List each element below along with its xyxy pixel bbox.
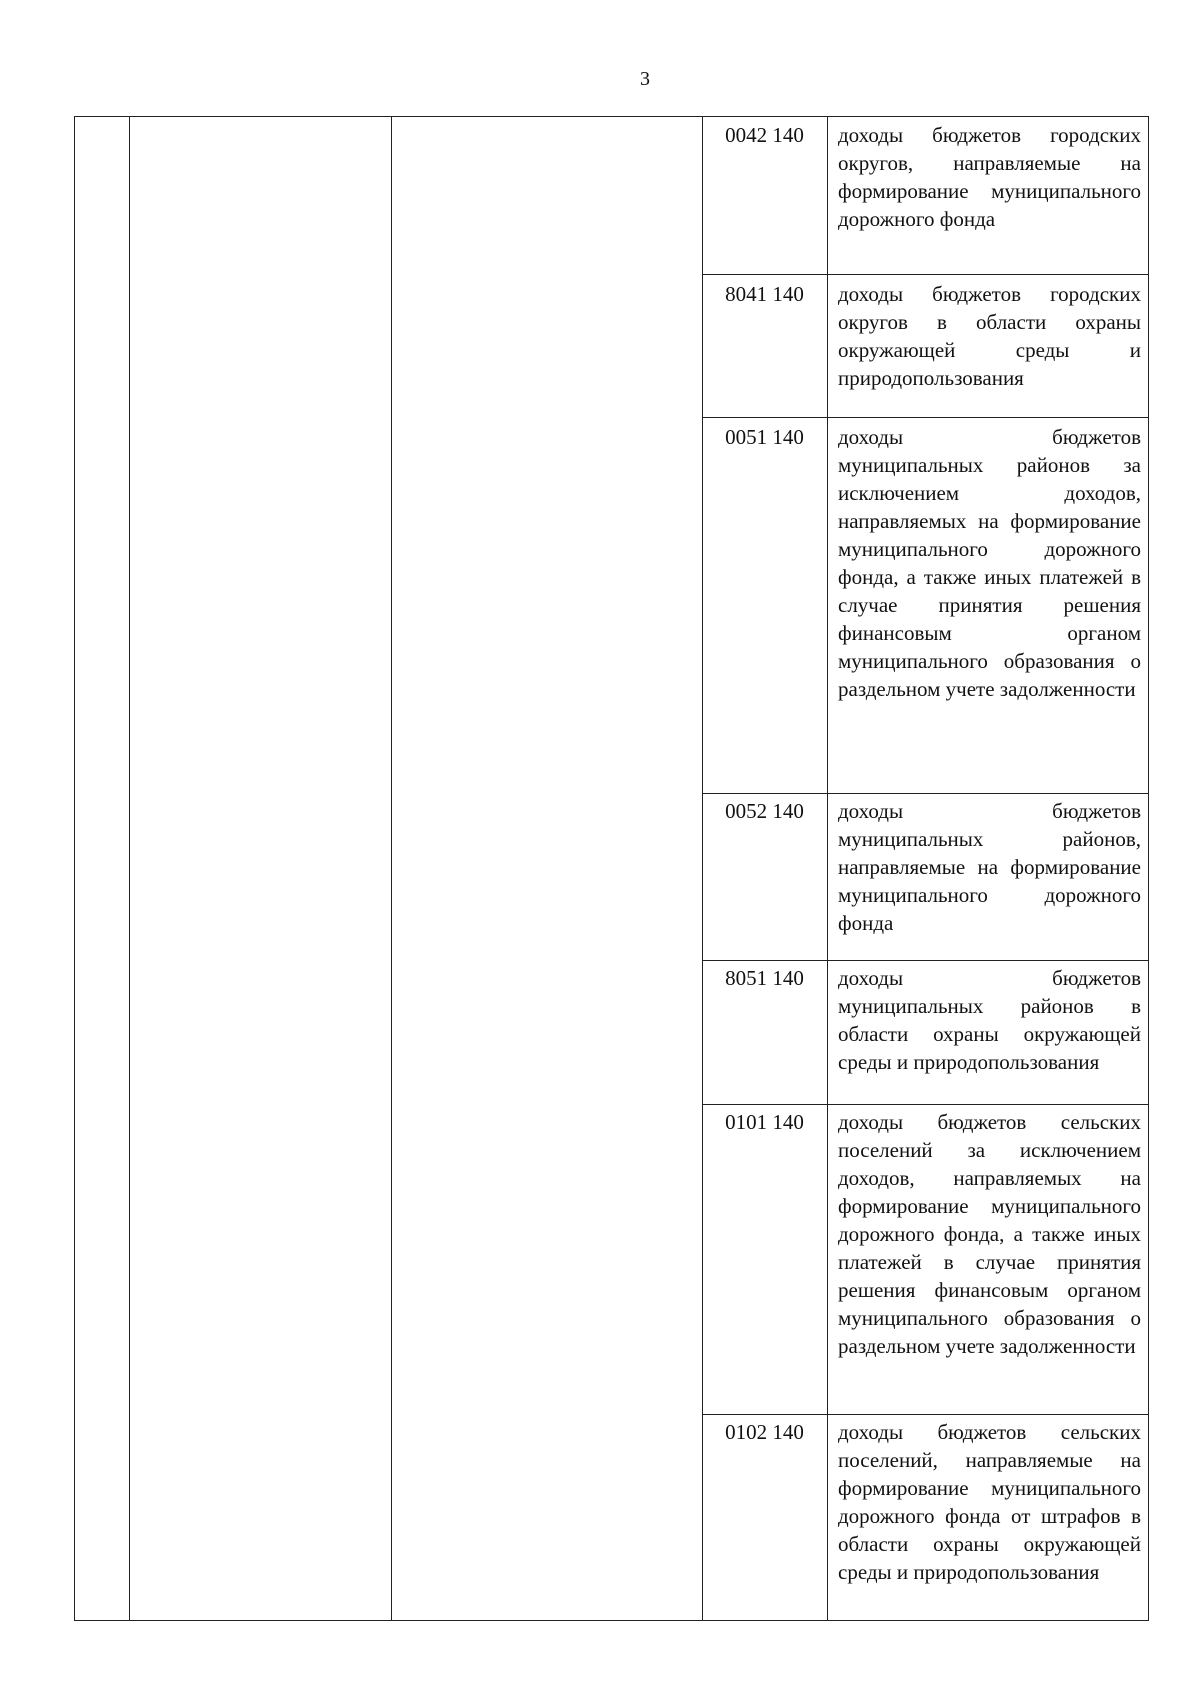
table-row-code: 0042 140 [725, 123, 804, 147]
table-row-description: доходы бюджетов городских округов, направляемые на формирование муниципального дорожного фонда [838, 123, 1141, 231]
table-row-description: доходы бюджетов муниципальных районов, направляемые на формирование муниципального дорожного фонда [838, 799, 1141, 935]
table-row-description: доходы бюджетов муниципальных районов в области охраны окружающей среды и природопользования [838, 966, 1141, 1074]
table-row-description: доходы бюджетов городских округов в области охраны окружающей среды и природопользования [838, 282, 1141, 390]
column-divider-3 [702, 117, 703, 1620]
column-divider-2 [391, 117, 392, 1620]
table-row-description: доходы бюджетов сельских поселений, направляемые на формирование муниципального дорожного фонда от штрафов в области охраны окружающей среды и природопользования [838, 1420, 1141, 1584]
revenue-codes-table [74, 116, 1149, 1621]
column-divider-1 [129, 117, 130, 1620]
table-row-description: доходы бюджетов муниципальных районов за исключением доходов, направляемых на формирование муниципального дорожного фонда, а также иных платежей в случае принятия решения финансовым органом муниципального образования о раздельном учете задолженности [838, 425, 1141, 701]
table-row-code: 0051 140 [725, 425, 804, 449]
table-row-code: 8051 140 [725, 966, 804, 990]
table-row-code: 0102 140 [725, 1420, 804, 1444]
row-divider [702, 274, 1149, 275]
page-number: 3 [640, 68, 650, 90]
table-row-code: 0101 140 [725, 1110, 804, 1134]
table-row-description: доходы бюджетов сельских поселений за исключением доходов, направляемых на формирование муниципального дорожного фонда, а также иных платежей в случае принятия решения финансовым органом муниципального образования о раздельном учете задолженности [838, 1110, 1141, 1358]
table-row-code: 8041 140 [725, 282, 804, 306]
table-row-code: 0052 140 [725, 799, 804, 823]
row-divider [702, 417, 1149, 418]
